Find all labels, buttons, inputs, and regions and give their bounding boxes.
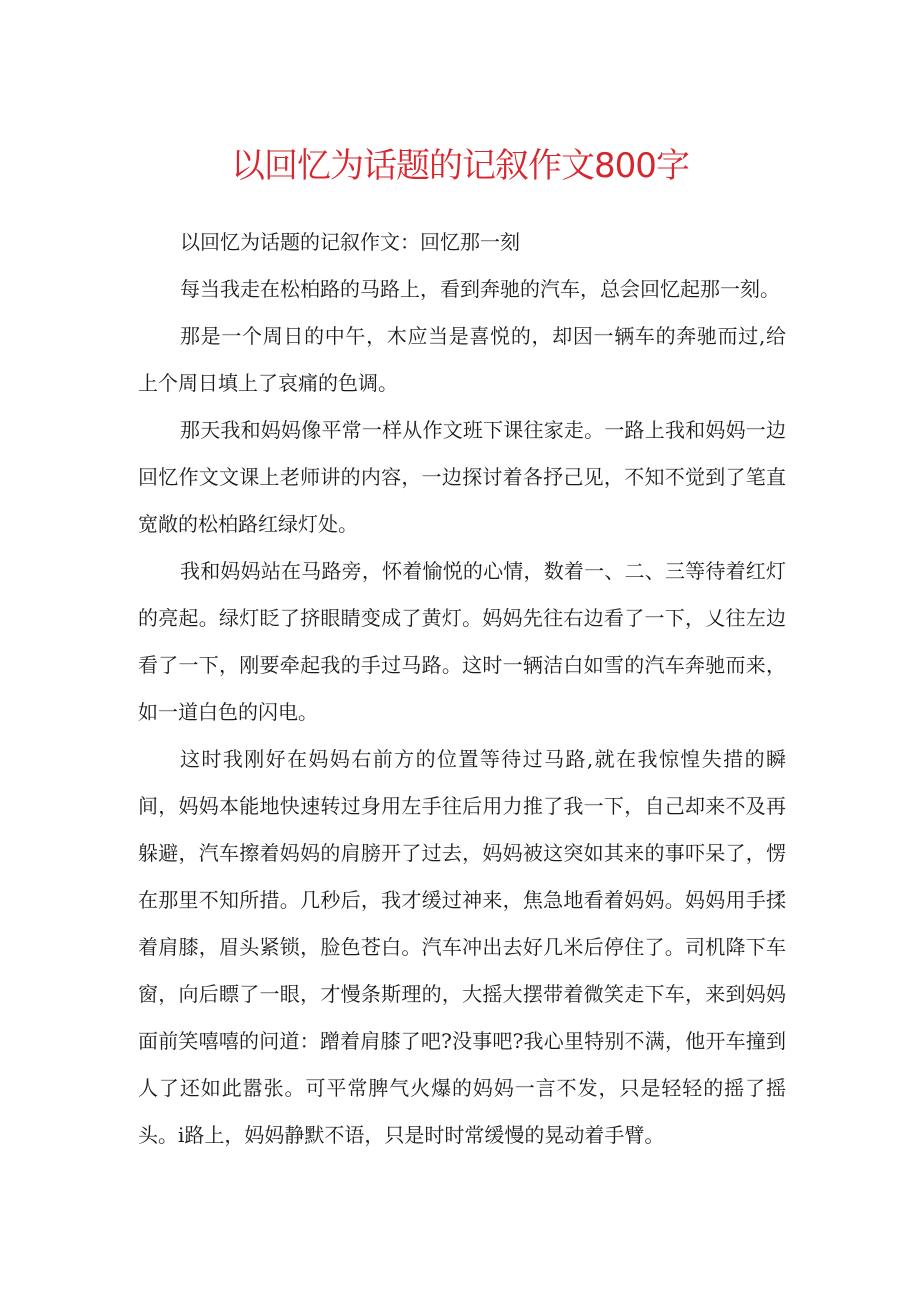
paragraph: 每当我走在松柏路的马路上，看到奔驰的汽车，总会回忆起那一刻。 (180, 277, 780, 301)
paragraph: 这时我刚好在妈妈右前方的位置等待过马路,就在我惊惶失措的瞬间，妈妈本能地快速转过身用左手往后用力推了我一下，自己却来不及再躲避，汽车擦着妈妈的肩膀开了过去，妈妈被这突如其来的事吓呆了，愣在那里不知所措。几秒后，我才缓过神来，焦急地看着妈妈。妈妈用手揉着肩膝，眉头紧锁，脸色苍白。汽车冲出去好几米后停住了。司机降下车窗，向后瞟了一眼，才慢条斯理的，大摇大摆带着微笑走下车，来到妈妈面前笑嘻嘻的问道：蹭着肩膝了吧?没事吧?我心里特别不满，他开车撞到人了还如此嚣张。可平常脾气火爆的妈妈一言不发，只是轻轻的摇了摇头。i路上，妈妈静默不语，只是时时常缓慢的晃动着手臂。 (138, 747, 786, 1147)
paragraph: 那是一个周日的中午，木应当是喜悦的，却因一辆车的奔驰而过,给上个周日填上了哀痛的色调。 (138, 324, 786, 395)
document-title: 以回忆为话题的记叙作文800字 (231, 146, 689, 186)
paragraph: 那天我和妈妈像平常一样从作文班下课往家走。一路上我和妈妈一边回忆作文文课上老师讲的内容，一边探讨着各抒己见，不知不觉到了笔直宽敞的松柏路红绿灯处。 (138, 418, 786, 536)
document-body (138, 219, 786, 1159)
paragraph: 我和妈妈站在马路旁，怀着愉悦的心情，数着一、二、三等待着红灯的亮起。绿灯眨了挤眼睛变成了黄灯。妈妈先往右边看了一下，乂往左边看了一下，刚要牵起我的手过马路。这时一辆洁白如雪的汽车奔驰而来，如一道白色的闪电。 (138, 559, 786, 724)
paragraph-subtitle: 以回忆为话题的记叙作文：回忆那一刻 (180, 230, 520, 254)
